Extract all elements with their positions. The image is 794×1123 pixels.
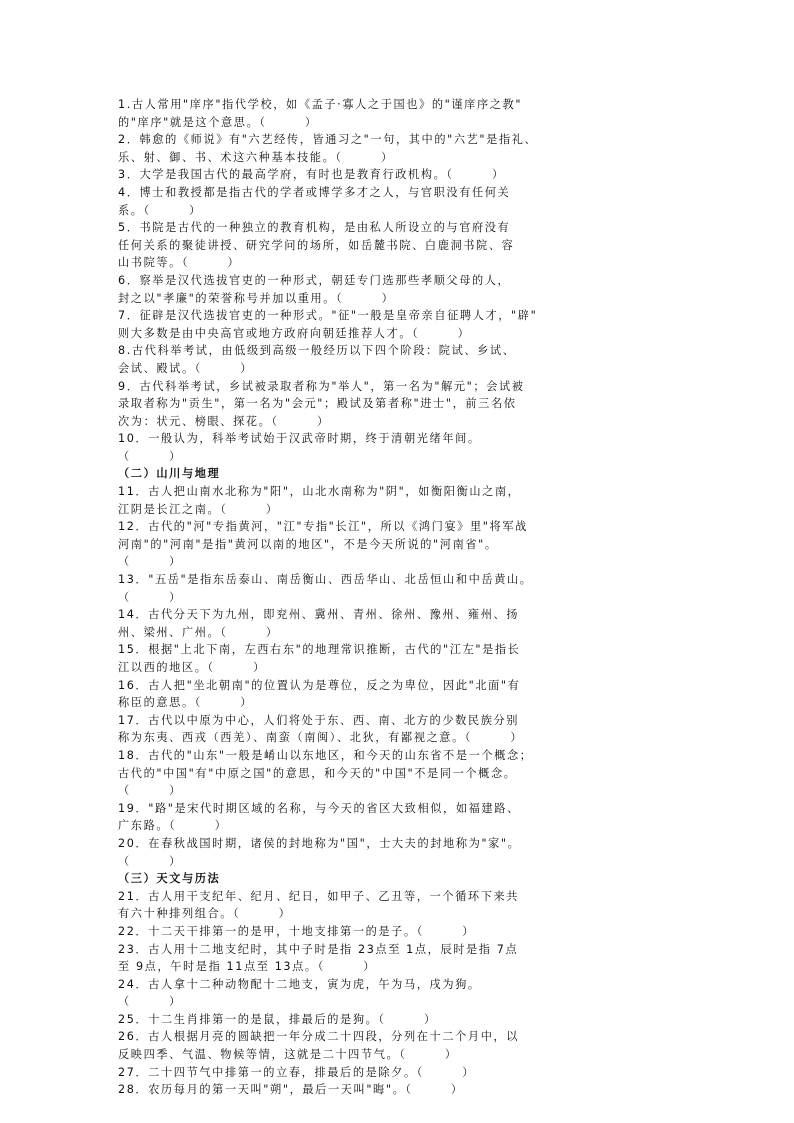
text-line: 至 9点，午时是指 11点至 13点。（ ） (118, 960, 377, 974)
text-line: 次为：状元、榜眼、探花。（ ） (118, 414, 330, 428)
text-line: 19．"路"是宋代时期区域的名称，与今天的省区大致相似，如福建路、 (118, 801, 520, 815)
text-line: 12．古代的"河"专指黄河，"江"专指"长江"，所以《鸿门宴》里"将军战 (118, 520, 528, 534)
text-line: 古代的"中国"有"中原之国"的意思，和今天的"中国"不是同一个概念。 (118, 766, 517, 780)
text-line: 4．博士和教授都是指古代的学者或博学多才之人，与官职没有任何关 (118, 185, 511, 199)
text-line: 15．根据"上北下南，左西右东"的地理常识推断，古代的"江左"是指长 (118, 643, 521, 657)
text-line: 3．大学是我国古代的最高学府，有时也是教育行政机构。（ ） (118, 168, 505, 182)
text-line: 称为东夷、西戎（西羌）、南蛮（南闽）、北狄，有鄙视之意。（ ） (118, 731, 524, 745)
text-line: 录取者称为"贡生"，第一名为"会元"；殿试及第者称"进士"，前三名依 (118, 397, 517, 411)
text-line: 13．"五岳"是指东岳泰山、南岳衡山、西岳华山、北岳恒山和中岳黄山。 (118, 573, 533, 587)
text-line: 有六十种排列组合。（ ） (118, 907, 292, 921)
section-heading: （二）山川与地理 (118, 467, 221, 481)
section-heading: （三）天文与历法 (118, 872, 221, 886)
text-line: 则大多数是由中央高官或地方政府向朝廷推荐人才。（ ） (118, 326, 471, 340)
text-line: 乐、射、御、书、术这六种基本技能。（ ） (118, 150, 394, 164)
text-line: 8.古代科举考试，由低级到高级一般经历以下四个阶段：院试、乡试、 (118, 344, 516, 358)
text-line: 封之以"孝廉"的荣誉称号并加以重用。（ ） (118, 291, 395, 305)
text-line: （ ） (118, 995, 182, 1009)
text-line: 反映四季、气温、物候等情，这就是二十四节气。（ ） (118, 1048, 458, 1062)
text-line: （ ） (118, 590, 182, 604)
text-line: （ ） (118, 784, 182, 798)
text-line: 17．古代以中原为中心，人们将处于东、西、南、北方的少数民族分别 (118, 713, 520, 727)
text-line: 江阴是长江之南。（ ） (118, 502, 279, 516)
text-line: 10．一般认为，科举考试始于汉武帝时期，终于清朝光绪年间。 (118, 432, 481, 446)
text-line: 任何关系的聚徒讲授、研究学问的场所，如岳麓书院、白鹿洞书院、容 (118, 238, 515, 252)
text-line: 6．察举是汉代选拔官吏的一种形式，朝廷专门选那些孝顺父母的人， (118, 273, 511, 287)
text-line: 9．古代科举考试，乡试被录取者称为"举人"，第一名为"解元"；会试被 (118, 379, 525, 393)
document-body (118, 96, 678, 1099)
text-line: 26．古人根据月亮的圆缺把一年分成二十四段，分列在十二个月中，以 (118, 1030, 520, 1044)
text-line: （ ） (118, 555, 182, 569)
text-line: 24．古人拿十二种动物配十二地支，寅为虎，午为马，戌为狗。 (118, 977, 481, 991)
text-line: （ ） (118, 854, 182, 868)
text-line: （ ） (118, 449, 182, 463)
text-line: 16．古人把"坐北朝南"的位置认为是尊位，反之为卑位，因此"北面"有 (118, 678, 521, 692)
text-line: 山书院等。（ ） (118, 256, 241, 270)
text-line: 江以西的地区。（ ） (118, 661, 266, 674)
text-line: 2．韩愈的《师说》有"六艺经传，皆通习之"一句，其中的"六艺"是指礼、 (118, 133, 538, 147)
text-line: 州、梁州、广州。（ ） (118, 625, 279, 639)
text-line: 11．古人把山南水北称为"阳"，山北水南称为"阴"，如衡阳衡山之南， (118, 485, 521, 499)
text-line: 系。（ ） (118, 203, 202, 217)
text-line: 河南"的"河南"是指"黄河以南的地区"，不是今天所说的"河南省"。 (118, 537, 498, 551)
text-line: 称臣的意思。（ ） (118, 696, 254, 710)
text-line: 23．古人用十二地支纪时，其中子时是指 23点至 1点，辰时是指 7点 (118, 942, 519, 956)
text-line: 25．十二生肖排第一的是鼠，排最后的是狗。（ ） (118, 1012, 437, 1026)
text-line: 21．古人用干支纪年、纪月、纪日，如甲子、乙丑等，一个循环下来共 (118, 889, 520, 903)
text-line: 会试、殿试。（ ） (118, 361, 254, 375)
text-line: 18．古代的"山东"一般是崤山以东地区，和今天的山东省不是一个概念； (118, 748, 533, 762)
text-line: 7．征辟是汉代选拔官吏的一种形式。"征"一般是皇帝亲自征聘人才，"辟" (118, 309, 538, 323)
text-line: 1.古人常用"庠序"指代学校，如《孟子·寡人之于国也》的"谨庠序之教" (118, 98, 523, 111)
text-line: 28．农历每月的第一天叫"朔"，最后一天叫"晦"。（ ） (118, 1083, 464, 1097)
text-line: 5．书院是古代的一种独立的教育机构，是由私人所设立的与官府没有 (118, 221, 511, 235)
text-line: 广东路。（ ） (118, 819, 228, 833)
text-line: 20．在春秋战国时期，诸侯的封地称为"国"，士大夫的封地称为"家"。 (118, 836, 521, 850)
text-line: 27．二十四节气中排第一的立春，排最后的是除夕。（ ） (118, 1065, 476, 1079)
text-line: 的"庠序"就是这个意思。（ ） (118, 115, 318, 129)
text-line: 14．古代分天下为九州，即兖州、冀州、青州、徐州、豫州、雍州、扬 (118, 608, 520, 622)
text-line: 22．十二天干排第一的是甲，十地支排第一的是子。（ ） (118, 924, 476, 938)
